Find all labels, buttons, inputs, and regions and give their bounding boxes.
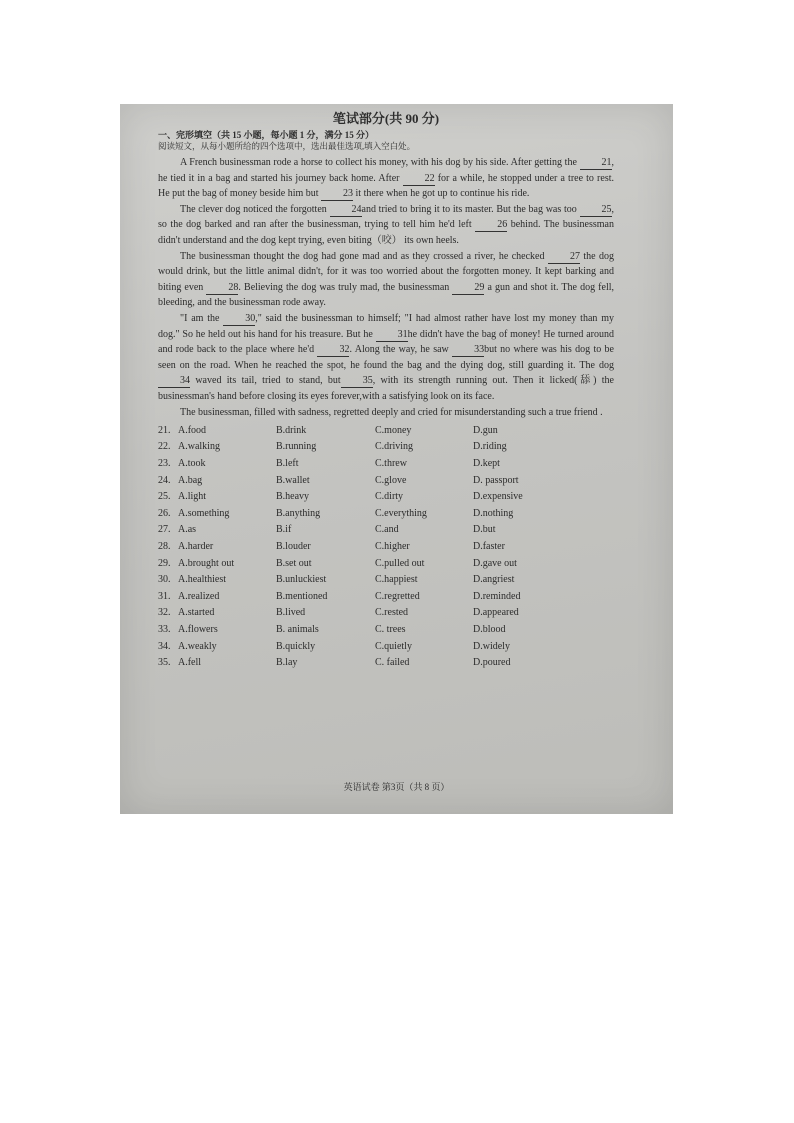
text-run: . Along the way, he saw <box>349 344 453 356</box>
option-a: A.weakly <box>178 640 217 652</box>
passage-paragraph-2 <box>158 202 614 249</box>
blank-31: 31 <box>376 329 408 342</box>
option-a: A.fell <box>178 657 202 669</box>
option-c: C.happiest <box>375 574 418 586</box>
option-c: C.regretted <box>375 590 420 602</box>
option-d: D.faster <box>473 541 505 553</box>
option-row-29 <box>158 555 614 572</box>
option-c: C.glove <box>375 474 407 486</box>
blank-26: 26 <box>475 219 507 232</box>
option-a: A.walking <box>178 441 220 453</box>
question-number: 24. <box>158 474 171 486</box>
option-a: A.as <box>178 524 197 536</box>
option-c: C.threw <box>375 458 407 470</box>
option-a: A.something <box>178 507 230 519</box>
page-footer: 英语试卷 第3页（共 8 页） <box>343 782 450 792</box>
option-d: D.gun <box>473 424 498 436</box>
option-b: B.lay <box>276 657 298 669</box>
option-c: C.higher <box>375 541 410 553</box>
question-number: 30. <box>158 574 171 586</box>
option-b: B.quickly <box>276 640 316 652</box>
option-row-35 <box>158 654 614 671</box>
option-row-27 <box>158 522 614 539</box>
option-b: B.lived <box>276 607 306 619</box>
option-row-21 <box>158 422 614 439</box>
option-c: C. trees <box>375 624 406 636</box>
option-c: C.everything <box>375 507 427 519</box>
option-d: D.but <box>473 524 496 536</box>
option-d: D. passport <box>473 474 519 486</box>
option-a: A.brought out <box>178 557 235 569</box>
blank-22: 22 <box>403 173 435 186</box>
question-number: 26. <box>158 507 171 519</box>
option-row-22 <box>158 439 614 456</box>
option-b: B.running <box>276 441 317 453</box>
text-run: it there when he got up to continue his ride. <box>353 188 530 200</box>
option-b: B.wallet <box>276 474 310 486</box>
option-a: A.started <box>178 607 215 619</box>
option-b: B. animals <box>276 624 319 636</box>
option-d: D.reminded <box>473 590 521 602</box>
option-row-33 <box>158 621 614 638</box>
option-a: A.flowers <box>178 624 218 636</box>
option-d: D.widely <box>473 640 510 652</box>
option-b: B.heavy <box>276 491 310 503</box>
question-number: 21. <box>158 424 171 436</box>
option-a: A.took <box>178 458 206 470</box>
option-d: D.angriest <box>473 574 515 586</box>
option-a: A.bag <box>178 474 203 486</box>
passage-paragraph-5: The businessman, filled with sadness, regretted deeply and cried for misunderstanding such a true friend . <box>180 406 603 418</box>
option-c: C.quietly <box>375 640 412 652</box>
text-run: , so the dog barked and ran after the businessman, trying to tell him he'd left <box>158 203 614 231</box>
blank-23: 23 <box>321 188 353 201</box>
option-b: B.mentioned <box>276 590 328 602</box>
text-run: ," said the businessman to himself; "I had almost rather have lost my money than my dog." So he held out his hand for his treasure. But he <box>158 312 614 340</box>
option-a: A.light <box>178 491 207 503</box>
option-b: B.drink <box>276 424 307 436</box>
instructions: 阅读短文，从每小题所给的四个选项中，选出最佳选项,填入空白处。 <box>158 141 416 151</box>
option-c: C.dirty <box>375 491 404 503</box>
options-list <box>158 422 614 671</box>
text-run: waved its tail, tried to stand, but <box>190 375 341 387</box>
question-number: 34. <box>158 640 171 652</box>
blank-21: 21 <box>580 157 612 170</box>
question-number: 33. <box>158 624 171 636</box>
option-c: C.and <box>375 524 399 536</box>
question-number: 23. <box>158 458 171 470</box>
text-run: he didn't have the bag of money! He turned around and rode back to the place where he'd <box>158 328 614 356</box>
option-row-24 <box>158 472 614 489</box>
option-a: A.harder <box>178 541 214 553</box>
option-c: C.rested <box>375 607 409 619</box>
option-row-25 <box>158 488 614 505</box>
text-run: a gun and shot it. The dog fell, bleeding, and the businessman rode away. <box>158 281 614 309</box>
option-d: D.gave out <box>473 557 517 569</box>
section-heading: 一、完形填空（共 15 小题，每小题 1 分，满分 15 分） <box>158 130 375 140</box>
option-row-30 <box>158 571 614 588</box>
text-run: "I am the <box>180 312 224 324</box>
option-b: B.left <box>276 458 299 470</box>
question-number: 25. <box>158 491 171 503</box>
blank-28: 28 <box>206 282 238 295</box>
option-d: D.appeared <box>473 607 519 619</box>
option-a: A.realized <box>178 590 220 602</box>
option-b: B.set out <box>276 557 312 569</box>
blank-35: 35 <box>341 375 373 388</box>
question-number: 27. <box>158 524 171 536</box>
blank-27: 27 <box>548 251 580 264</box>
option-d: D.poured <box>473 657 511 669</box>
blank-32: 32 <box>317 344 349 357</box>
text-run: but no where was his dog to be seen on the road. When he reached the spot, he found the bag and the dying dog, still guarding it. The dog <box>158 344 614 371</box>
option-d: D.riding <box>473 441 507 453</box>
blank-24: 24 <box>330 204 362 217</box>
option-row-28 <box>158 538 614 555</box>
text-run: The businessman thought the dog had gone mad and as they crossed a river, he checked <box>180 250 548 262</box>
question-number: 29. <box>158 557 171 569</box>
option-c: C.money <box>375 424 412 436</box>
text-run: A French businessman rode a horse to collect his money, with his dog by his side. After getting the <box>180 157 580 168</box>
option-row-23 <box>158 455 614 472</box>
option-c: C.pulled out <box>375 557 425 569</box>
option-row-26 <box>158 505 614 522</box>
option-row-34 <box>158 638 614 655</box>
question-number: 31. <box>158 590 171 602</box>
blank-25: 25 <box>580 204 612 217</box>
text-run: for a while, he stopped under a tree to rest. He put the bag of money beside him but <box>158 172 614 200</box>
blank-30: 30 <box>223 313 255 326</box>
page-title: 笔试部分(共 90 分) <box>332 111 440 126</box>
option-d: D.expensive <box>473 491 523 503</box>
option-d: D.nothing <box>473 507 514 519</box>
text-run: the dog would drink, but the little animal didn't, for it was too worried about the forgotten money. It kept barking and biting even <box>158 250 615 293</box>
text-run: , with its strength running out. Then it licked(舔) the businessman's hand before closing its eyes forever,with a satisfying look on its face. <box>158 375 614 402</box>
text-run: behind. The businessman didn't understand and the dog kept trying, even biting（咬） its own heels. <box>158 219 614 246</box>
passage-paragraph-1 <box>158 155 614 202</box>
option-row-31 <box>158 588 614 605</box>
passage-paragraph-3 <box>158 249 614 311</box>
text-run: and tried to bring it to its master. But the bag was too <box>361 203 580 215</box>
text-run: The clever dog noticed the forgotten <box>180 203 330 215</box>
question-number: 28. <box>158 541 171 553</box>
option-row-32 <box>158 605 614 622</box>
blank-33: 33 <box>452 344 484 357</box>
question-number: 32. <box>158 607 171 619</box>
option-c: C.driving <box>375 441 414 453</box>
option-c: C. failed <box>375 657 410 669</box>
option-b: B.if <box>276 524 292 536</box>
option-d: D.blood <box>473 624 506 636</box>
option-a: A.food <box>178 424 207 436</box>
question-number: 35. <box>158 657 171 669</box>
question-number: 22. <box>158 441 171 453</box>
option-b: B.anything <box>276 507 321 519</box>
option-b: B.unluckiest <box>276 574 327 586</box>
text-run: . Believing the dog was truly mad, the businessman <box>238 281 453 293</box>
passage-paragraph-4 <box>158 311 614 405</box>
exam-page-photo <box>120 104 673 814</box>
option-a: A.healthiest <box>178 574 227 586</box>
exam-content <box>158 108 614 671</box>
blank-34: 34 <box>158 375 190 388</box>
blank-29: 29 <box>452 282 484 295</box>
text-run: , he tied it in a bag and started his journey back home. After <box>158 157 614 184</box>
option-d: D.kept <box>473 458 500 470</box>
option-b: B.louder <box>276 541 311 553</box>
